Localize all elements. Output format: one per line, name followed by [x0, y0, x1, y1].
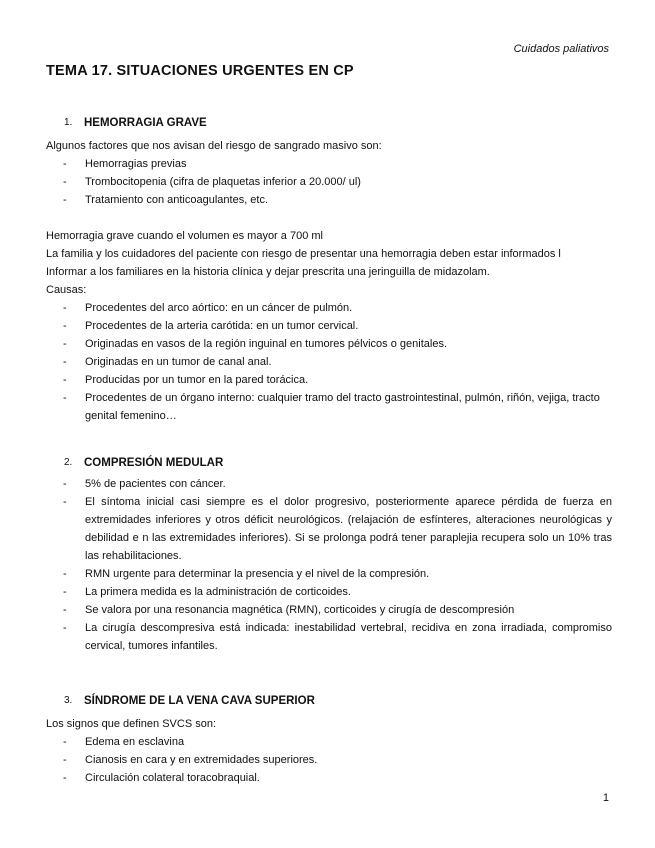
spinal-compression-list: [46, 475, 612, 655]
section-compresion-medular: [46, 454, 612, 655]
paragraph: Causas:: [46, 284, 87, 296]
causes-list: [46, 299, 612, 425]
section-title: HEMORRAGIA GRAVE: [84, 117, 207, 129]
intro-text: Los signos que definen SVCS son:: [46, 718, 217, 730]
list-item: - Procedentes del arco aórtico: en un cáncer de pulmón.: [46, 299, 612, 317]
section-number: 2.: [64, 457, 73, 468]
list-item: - RMN urgente para determinar la presencia y el nivel de la compresión.: [46, 565, 612, 583]
list-item: - Procedentes de un órgano interno: cualquier tramo del tracto gastrointestinal, pulmón, riñón, vejiga, tracto genital femenino…: [46, 389, 612, 425]
section-hemorragia-grave: [46, 114, 612, 425]
paragraph: Hemorragia grave cuando el volumen es mayor a 700 ml: [46, 230, 323, 242]
section-heading: [46, 692, 612, 710]
section-sindrome-vena-cava: [46, 692, 612, 787]
list-item: - El síntoma inicial casi siempre es el dolor progresivo, posteriormente aparece pérdida de fuerza en extremidades inferiores y otros déficit neurológicos. (relajación de esfínteres, alteraciones neurológicas y debilidad e n las extremidades inferiores). Si se prolonga podrá tener paraplejia recupera solo un 10% tras las rehabilitaciones.: [46, 493, 612, 565]
list-item: - Originadas en vasos de la región inguinal en tumores pélvicos o genitales.: [46, 335, 612, 353]
running-header: Cuidados paliativos: [513, 43, 609, 55]
list-item: - 5% de pacientes con cáncer.: [46, 475, 612, 493]
section-number: 3.: [64, 695, 73, 706]
risk-factors-list: [46, 155, 612, 209]
list-item: - Trombocitopenia (cifra de plaquetas inferior a 20.000/ ul): [46, 173, 612, 191]
list-item: - Edema en esclavina: [46, 733, 612, 751]
page-title: TEMA 17. SITUACIONES URGENTES EN CP: [46, 63, 354, 79]
section-heading: [46, 114, 612, 132]
list-item: - Originadas en un tumor de canal anal.: [46, 353, 612, 371]
intro-text: Algunos factores que nos avisan del riesgo de sangrado masivo son:: [46, 140, 382, 152]
list-item: - Tratamiento con anticoagulantes, etc.: [46, 191, 612, 209]
paragraph: Informar a los familiares en la historia clínica y dejar prescrita una jeringuilla de midazolam.: [46, 266, 490, 278]
list-item: - La cirugía descompresiva está indicada: inestabilidad vertebral, recidiva en zona irradiada, compromiso cervical, tumores infantiles.: [46, 619, 612, 655]
list-item: - Hemorragias previas: [46, 155, 612, 173]
page-number: 1: [602, 792, 609, 804]
svcs-signs-list: [46, 733, 612, 787]
list-item: - Cianosis en cara y en extremidades superiores.: [46, 751, 612, 769]
section-title: SÍNDROME DE LA VENA CAVA SUPERIOR: [84, 695, 315, 707]
section-number: 1.: [64, 117, 73, 128]
section-title: COMPRESIÓN MEDULAR: [84, 457, 224, 469]
list-item: - Procedentes de la arteria carótida: en un tumor cervical.: [46, 317, 612, 335]
list-item: - Se valora por una resonancia magnética (RMN), corticoides y cirugía de descompresión: [46, 601, 612, 619]
paragraph: La familia y los cuidadores del paciente con riesgo de presentar una hemorragia deben estar informados l: [46, 248, 561, 260]
list-item: - Producidas por un tumor en la pared torácica.: [46, 371, 612, 389]
list-item: - La primera medida es la administración de corticoides.: [46, 583, 612, 601]
section-heading: [46, 454, 612, 472]
list-item: - Circulación colateral toracobraquial.: [46, 769, 612, 787]
